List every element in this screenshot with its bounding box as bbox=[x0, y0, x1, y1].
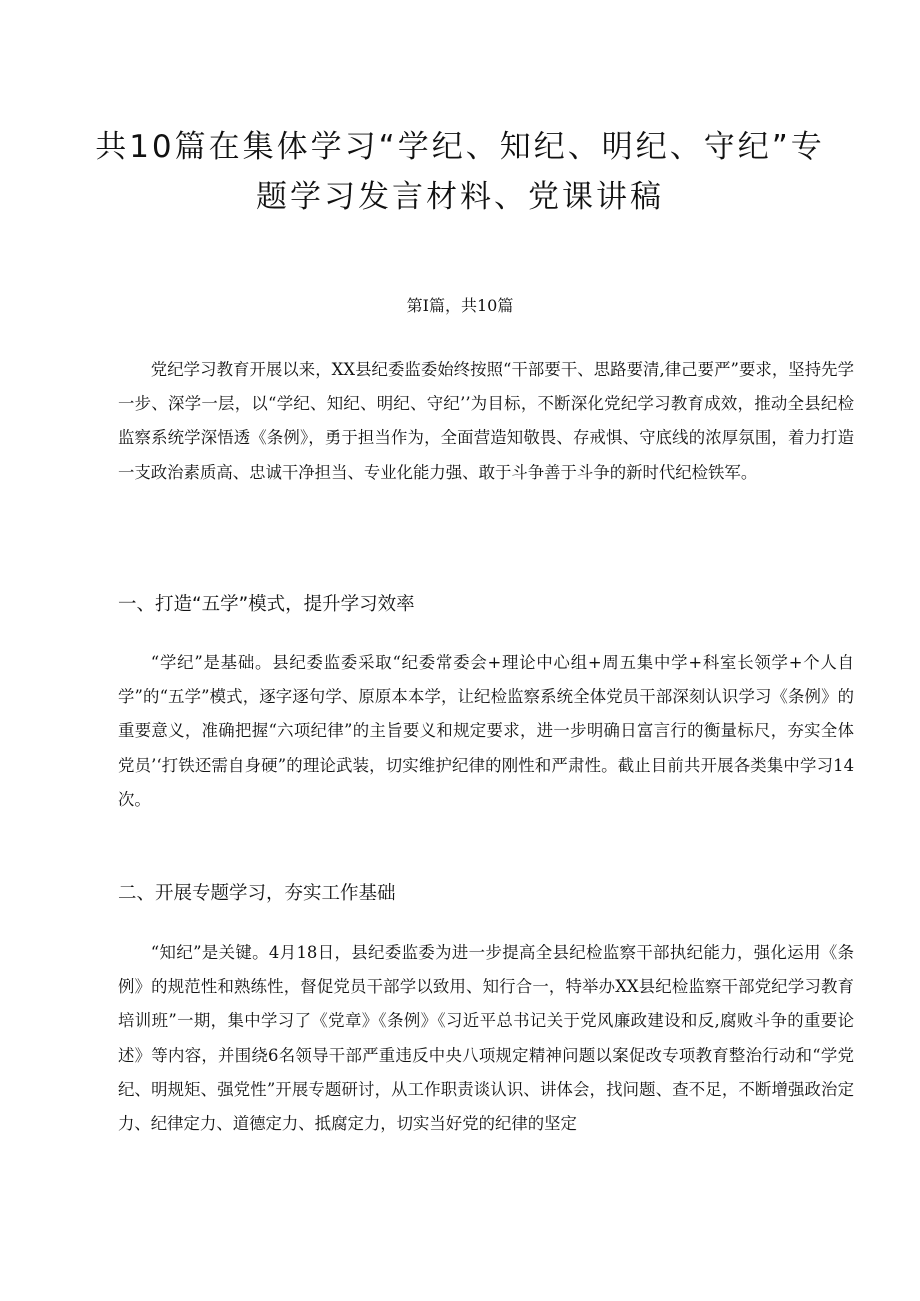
section-heading-2: 二、开展专题学习，夯实工作基础 bbox=[118, 883, 396, 904]
document-title bbox=[80, 122, 840, 222]
paragraph-section-2: “知纪”是关键。4月18日，县纪委监委为进一步提高全县纪检监察干部执纪能力，强化运用《条例》的规范性和熟练性，督促党员干部学以致用、知行合一，特举办XX县纪检监察干部党纪学习教育培训班”一期，集中学习了《党章》《条例》《习近平总书记关于党风廉政建设和反,腐败斗争的重要论述》等内容，并围绕6名领导干部严重违反中央八项规定精神问题以案促改专项教育整治行动和“学党纪、明规矩、强党性”开展专题研讨，从工作职责谈认识、讲体会，找问题、查不足，不断增强政治定力、纪律定力、道德定力、抵腐定力，切实当好党的纪律的坚定 bbox=[118, 943, 854, 1134]
document-title-line-1: 共10篇在集体学习“学纪、知纪、明纪、守纪”专 bbox=[95, 129, 825, 165]
section-heading-1: 一、打造“五学”模式，提升学习效率 bbox=[118, 594, 415, 615]
paragraph-intro: 党纪学习教育开展以来，XX县纪委监委始终按照“干部要干、思路要清,律己要严”要求，坚持先学一步、深学一层，以“学纪、知纪、明纪、守纪’’为目标，不断深化党纪学习教育成效，推动全县纪检监察系统学深悟透《条例》，勇于担当作为，全面营造知敬畏、存戒惧、守底线的浓厚氛围，着力打造一支政治素质高、忠诚干净担当、专业化能力强、敢于斗争善于斗争的新时代纪检铁军。 bbox=[118, 360, 854, 482]
document-title-line-2: 题学习发言材料、党课讲稿 bbox=[256, 179, 664, 215]
paragraph-section-1: “学纪”是基础。县纪委监委采取“纪委常委会+理论中心组+周五集中学+科室长领学+个人自学”的“五学”模式，逐字逐句学、原原本本学，让纪检监察系统全体党员干部深刻认识学习《条例》的重要意义，准确把握“六项纪律”的主旨要义和规定要求，进一步明确日富言行的衡量标尺，夯实全体党员’‘打铁还需自身硬”的理论武装，切实维护纪律的刚性和严肃性。截止目前共开展各类集中学习14次。 bbox=[118, 653, 854, 809]
part-label: 第I篇，共10篇 bbox=[406, 296, 514, 315]
